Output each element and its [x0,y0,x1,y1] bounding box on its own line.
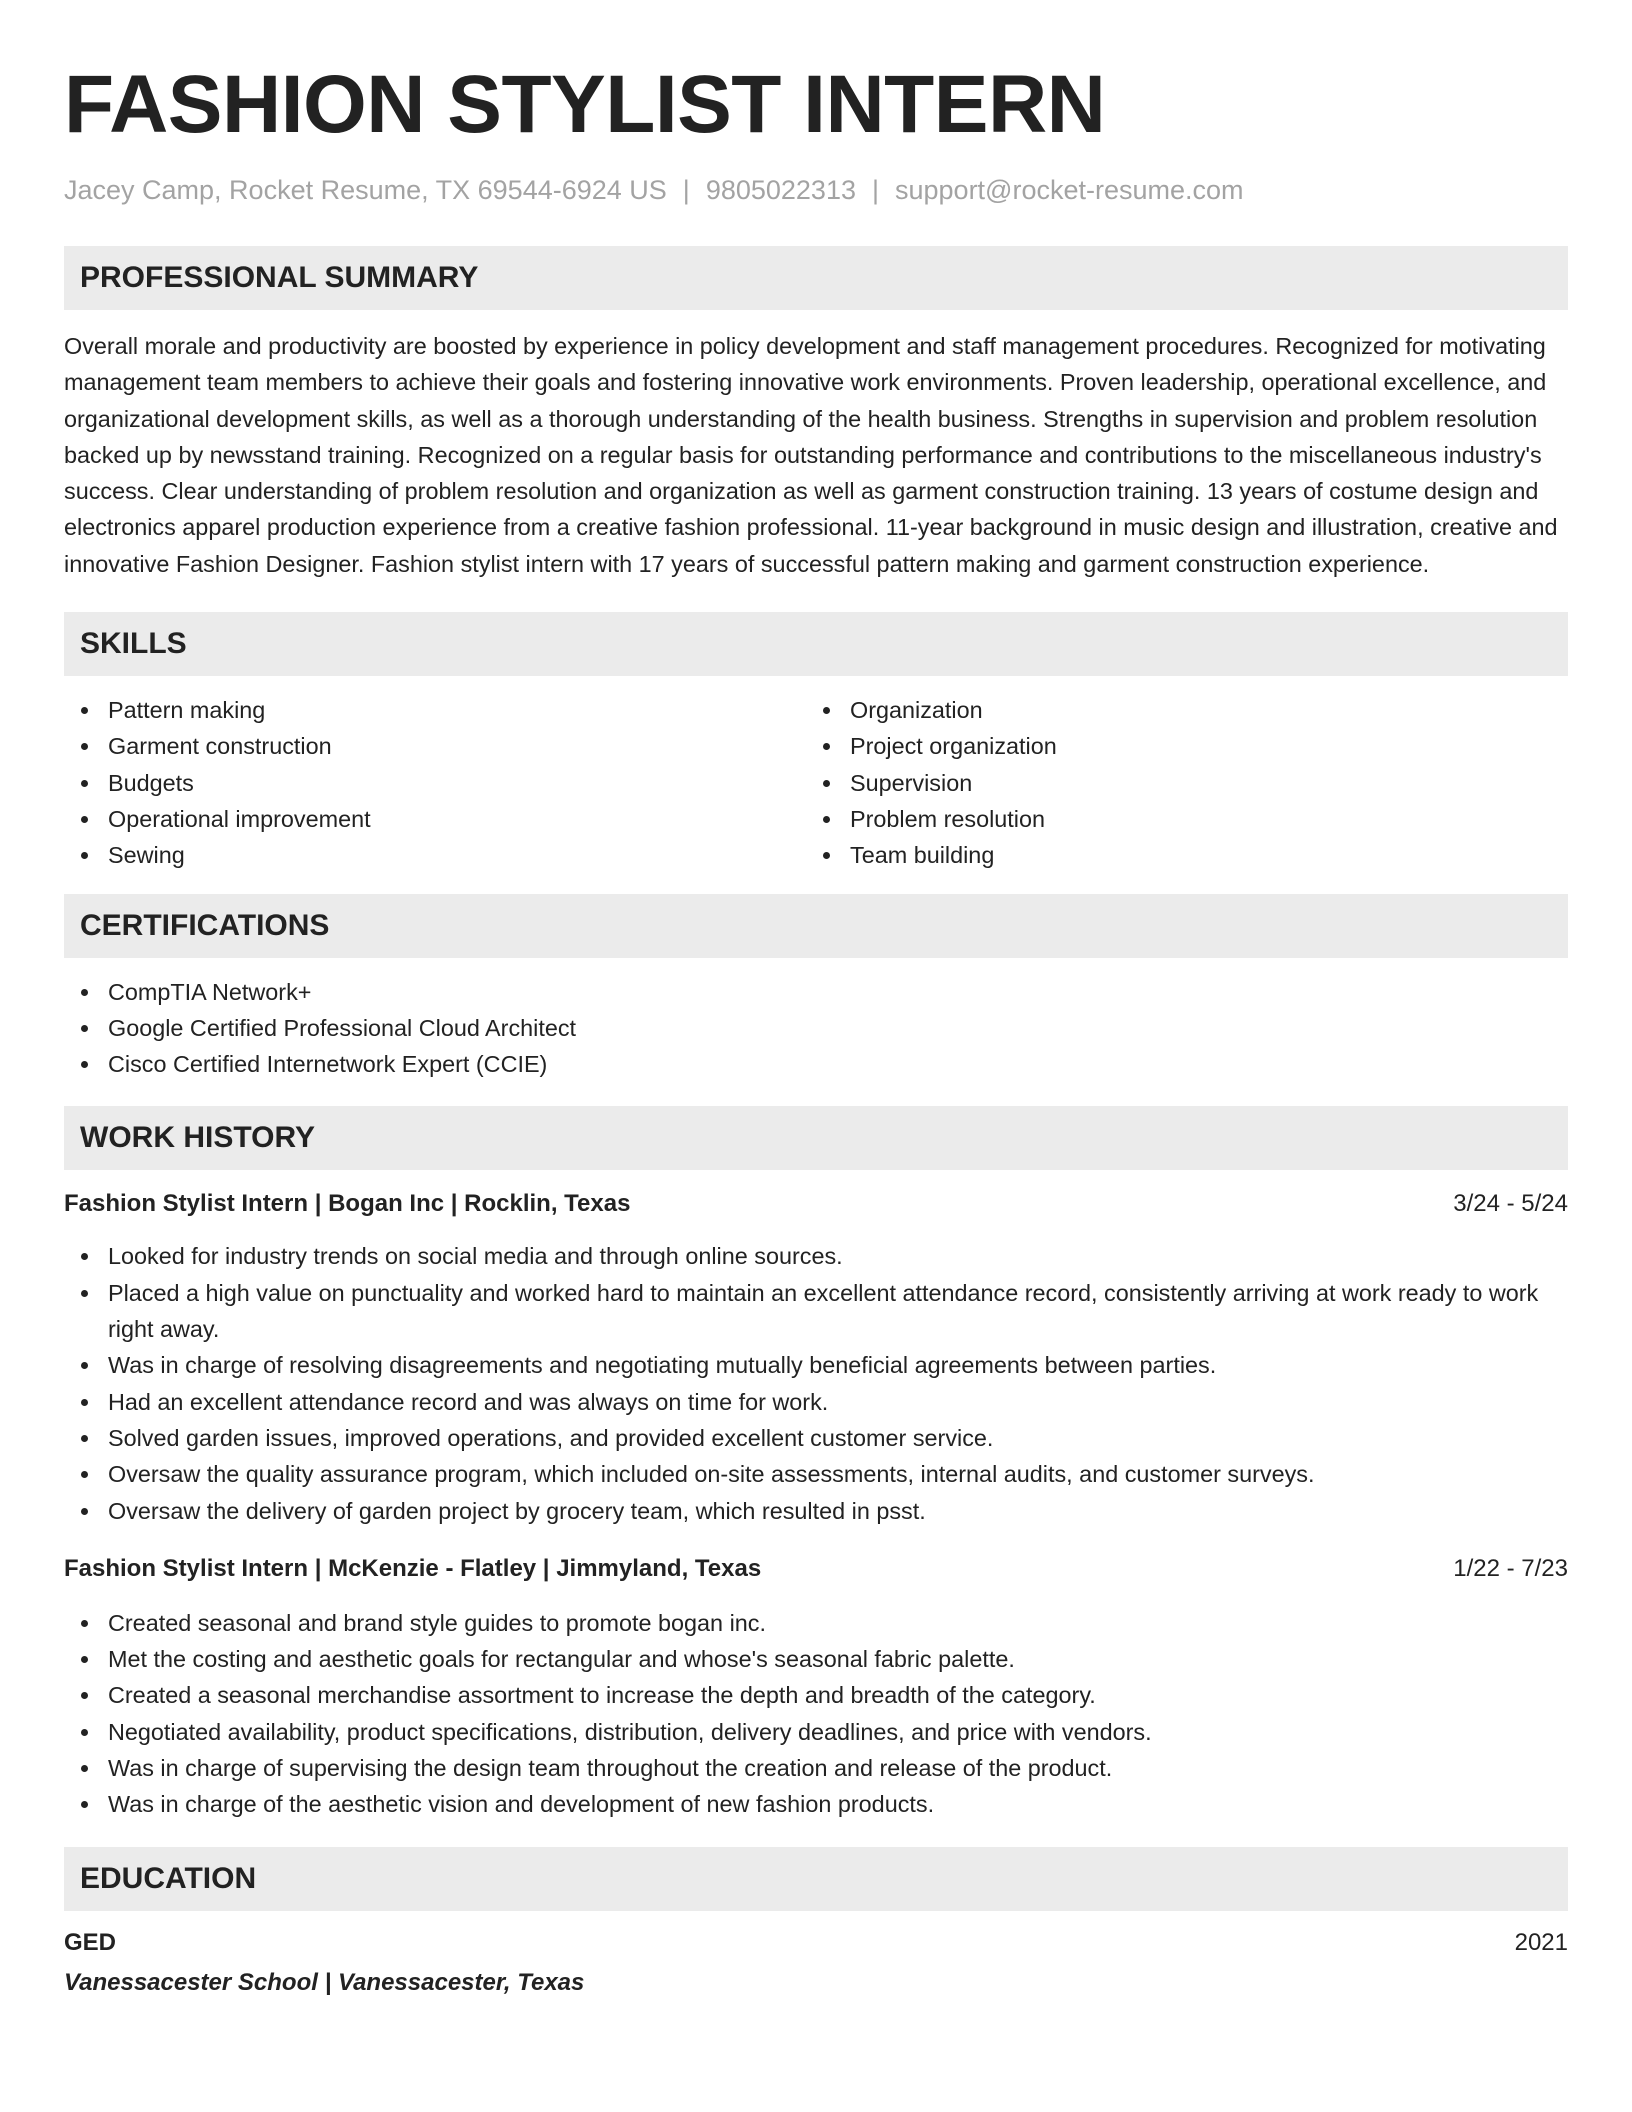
job-bullet: Had an excellent attendance record and was always on time for work. [64,1384,1568,1420]
skill-item: Pattern making [64,692,806,728]
contact-separator: | [682,175,690,205]
contact-email: support@rocket-resume.com [895,175,1244,205]
job-bullets [64,1605,1568,1823]
job-bullet: Placed a high value on punctuality and worked hard to maintain an excellent attendance record, consistently arriving at work ready to work right away. [64,1275,1568,1348]
job-bullet: Created a seasonal merchandise assortment to increase the depth and breadth of the category. [64,1677,1568,1713]
education-school: Vanessacester School | Vanessacester, Texas [64,1968,585,1996]
education-heading: EDUCATION [64,1847,1568,1911]
job-dates: 1/22 - 7/23 [1453,1554,1568,1582]
skill-item: Sewing [64,837,806,873]
job-bullets [64,1238,1568,1528]
contact-line [64,172,1568,208]
resume-page [64,60,1568,2001]
contact-address: Jacey Camp, Rocket Resume, TX 69544-6924 US [64,175,667,205]
job-title: Fashion Stylist Intern | McKenzie - Flatley | Jimmyland, Texas [64,1554,762,1582]
job-bullet: Oversaw the delivery of garden project by grocery team, which resulted in psst. [64,1493,1568,1529]
contact-separator: | [871,175,879,205]
skill-item: Problem resolution [806,801,1548,837]
certification-item: Cisco Certified Internetwork Expert (CCIE) [64,1046,1568,1082]
job-bullet: Solved garden issues, improved operations, and provided excellent customer service. [64,1420,1568,1456]
job-entry [64,1186,1568,1528]
summary-text: Overall morale and productivity are boosted by experience in policy development and staff management procedures. Recognized for motivating management team members to achieve their goals and fostering innovative work environments. Proven leadership, operational excellence, and organizational development skills, as well as a thorough understanding of the health business. Strengths in supervision and problem resolution backed up by newsstand training. Recognized on a regular basis for outstanding performance and contributions to the miscellaneous industry's success. Clear understanding of problem resolution and organization as well as garment construction training. 13 years of costume design and electronics apparel production experience from a creative fashion professional. 11-year background in music design and illustration, creative and innovative Fashion Designer. Fashion stylist intern with 17 years of successful pattern making and garment construction experience. [64,333,1558,577]
certifications-heading: CERTIFICATIONS [64,894,1568,958]
education-year: 2021 [1514,1928,1568,1956]
job-bullet: Oversaw the quality assurance program, which included on-site assessments, internal audits, and customer surveys. [64,1456,1568,1492]
certifications-list [64,974,1568,1083]
job-entry [64,1551,1568,1823]
skill-item: Operational improvement [64,801,806,837]
skill-item: Garment construction [64,728,806,764]
job-bullet: Created seasonal and brand style guides to promote bogan inc. [64,1605,1568,1641]
skill-item: Supervision [806,765,1548,801]
job-title: Fashion Stylist Intern | Bogan Inc | Rocklin, Texas [64,1190,631,1218]
job-dates: 3/24 - 5/24 [1453,1190,1568,1218]
job-bullet: Negotiated availability, product specifications, distribution, delivery deadlines, and price with vendors. [64,1714,1568,1750]
contact-phone: 9805022313 [705,175,856,205]
job-header [64,1186,1568,1222]
job-bullet: Was in charge of supervising the design team throughout the creation and release of the product. [64,1750,1568,1786]
certification-item: CompTIA Network+ [64,974,1568,1010]
education-header [64,1925,1568,1961]
skills-list-right [806,692,1548,873]
skill-item: Team building [806,837,1548,873]
skills-heading: SKILLS [64,612,1568,676]
work-history-heading: WORK HISTORY [64,1106,1568,1170]
job-bullet: Was in charge of resolving disagreements and negotiating mutually beneficial agreements between parties. [64,1347,1568,1383]
certification-item: Google Certified Professional Cloud Architect [64,1010,1568,1046]
skills-list-left [64,692,806,873]
job-header [64,1551,1568,1587]
job-bullet: Met the costing and aesthetic goals for rectangular and whose's seasonal fabric palette. [64,1641,1568,1677]
skill-item: Budgets [64,765,806,801]
job-bullet: Looked for industry trends on social media and through online sources. [64,1238,1568,1274]
skill-item: Organization [806,692,1548,728]
skill-item: Project organization [806,728,1548,764]
summary-heading: PROFESSIONAL SUMMARY [64,246,1568,310]
resume-name: FASHION STYLIST INTERN [64,59,1106,150]
education-degree: GED [64,1928,117,1956]
skills-columns [64,692,1568,873]
job-bullet: Was in charge of the aesthetic vision and development of new fashion products. [64,1786,1568,1822]
